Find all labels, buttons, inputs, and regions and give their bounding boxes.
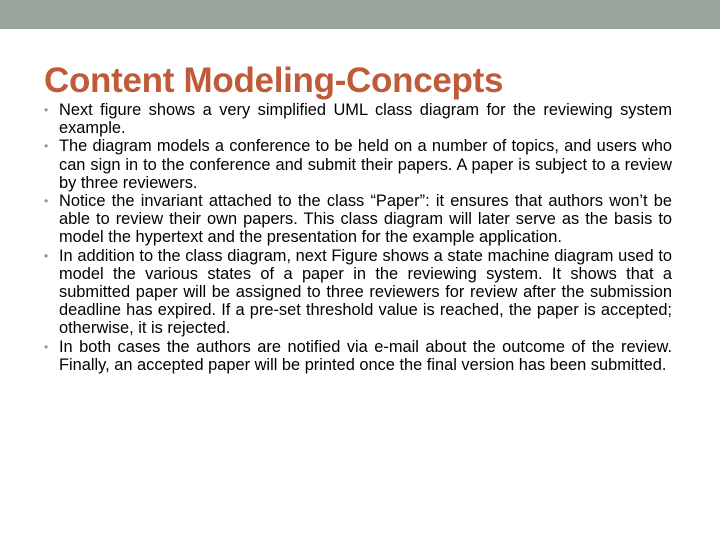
bullet-item: [44, 247, 672, 338]
bullet-dot-icon: •: [44, 248, 49, 263]
bullet-text: In both cases the authors are notified via e-mail about the outcome of the review. Finally, an accepted paper will be printed once the final version has been submitted.: [59, 337, 672, 374]
bullet-text: Notice the invariant attached to the class “Paper”: it ensures that authors won’t be able to review their own papers. This class diagram will later serve as the basis to model the hypertext and the presentation for the example application.: [59, 192, 672, 247]
bullet-text: Next figure shows a very simplified UML class diagram for the reviewing system example.: [59, 101, 672, 138]
bullet-list: [44, 101, 672, 374]
bullet-dot-icon: •: [44, 103, 49, 117]
bullet-text: The diagram models a conference to be held on a number of topics, and users who can sign in to the conference and submit their papers. A paper is subject to a review by three reviewers.: [59, 137, 672, 192]
slide-title: Content Modeling-Concepts: [44, 61, 504, 100]
bullet-item: [44, 192, 672, 247]
bullet-dot-icon: •: [44, 139, 49, 154]
bullet-dot-icon: •: [44, 194, 49, 209]
bullet-item: [44, 137, 672, 192]
bullet-text: In addition to the class diagram, next Figure shows a state machine diagram used to model the various states of a paper in the reviewing system. It shows that a submitted paper will be assigned to three reviewers for review after the submission deadline has expired. If a pre-set threshold value is reached, the paper is accepted; otherwise, it is rejected.: [59, 246, 672, 338]
bullet-item: [44, 338, 672, 374]
slide-top-bar: [0, 0, 720, 29]
bullet-dot-icon: •: [44, 339, 49, 354]
bullet-item: [44, 101, 672, 137]
